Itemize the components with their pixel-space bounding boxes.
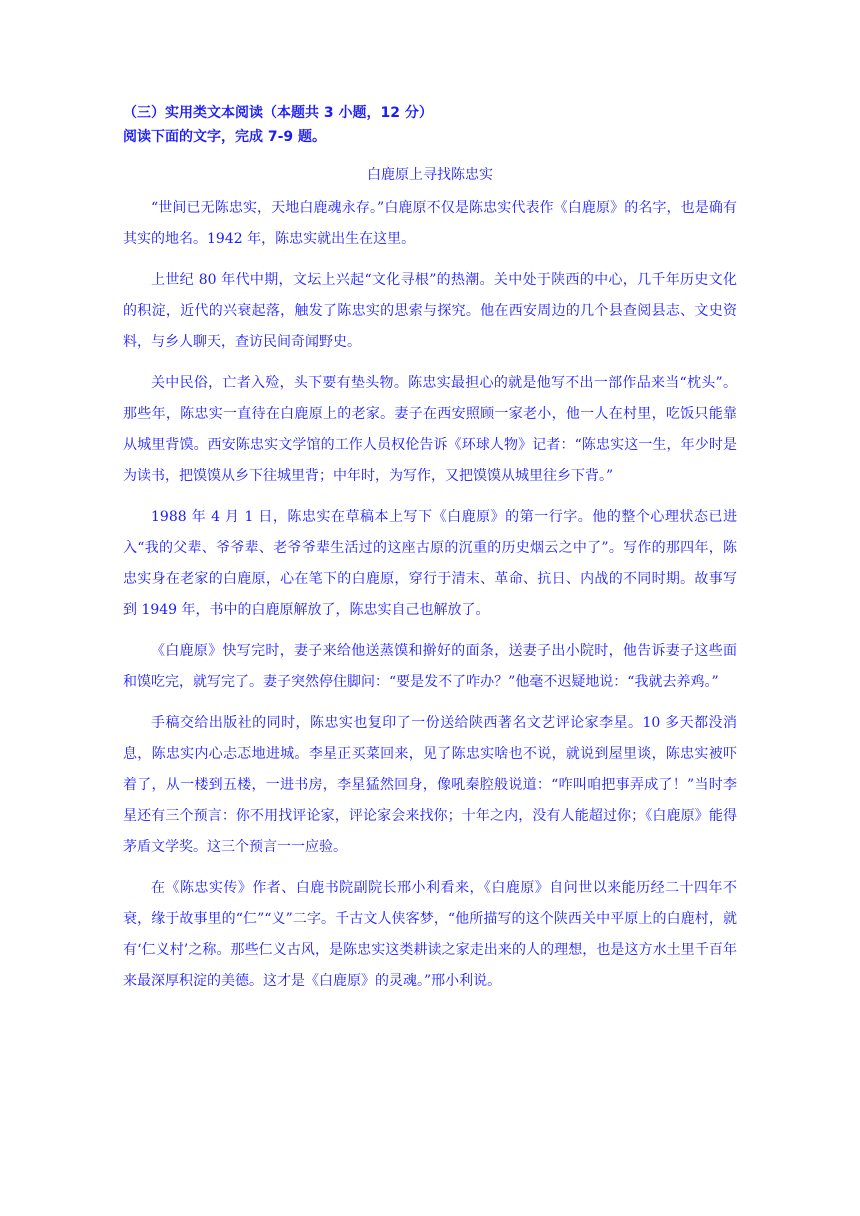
- paragraph: 《白鹿原》快写完时，妻子来给他送蒸馍和擀好的面条，送妻子出小院时，他告诉妻子这些面和馍吃完，就写完了。妻子突然停住脚问：“要是发不了咋办？”他毫不迟疑地说：“我就去养鸡。”: [123, 643, 737, 690]
- paragraph: 关中民俗，亡者入殓，头下要有垫头物。陈忠实最担心的就是他写不出一部作品来当“枕头”。那些年，陈忠实一直待在白鹿原上的老家。妻子在西安照顾一家老小，他一人在村里，吃饭只能靠从城里背馍。西安陈忠实文学馆的工作人员权伦告诉《环球人物》记者：“陈忠实这一生，年少时是为读书，把馍馍从乡下往城里背；中年时，为写作，又把馍馍从城里往乡下背。”: [123, 375, 737, 484]
- paragraph: 在《陈忠实传》作者、白鹿书院副院长邢小利看来，《白鹿原》自问世以来能历经二十四年不衰，缘于故事里的“仁”“义”二字。千古文人侠客梦，“他所描写的这个陕西关中平原上的白鹿村，就有‘仁义村’之称。那些仁义古风，是陈忠实这类耕读之家走出来的人的理想，也是这方水土里千百年来最深厚积淀的美德。这才是《白鹿原》的灵魂。”邢小利说。: [123, 880, 737, 989]
- paragraph: “世间已无陈忠实，天地白鹿魂永存。”白鹿原不仅是陈忠实代表作《白鹿原》的名字，也是确有其实的地名。1942 年，陈忠实就出生在这里。: [123, 200, 737, 247]
- paragraph: 上世纪 80 年代中期，文坛上兴起“文化寻根”的热潮。关中处于陕西的中心，几千年历史文化的积淀，近代的兴衰起落，触发了陈忠实的思索与探究。他在西安周边的几个县查阅县志、文史资料，与乡人聊天，查访民间奇闻野史。: [123, 272, 737, 350]
- document-page: [123, 101, 737, 1007]
- paragraph: 1988 年 4 月 1 日，陈忠实在草稿本上写下《白鹿原》的第一行字。他的整个心理状态已进入“我的父辈、爷爷辈、老爷爷辈生活过的这座古原的沉重的历史烟云之中了”。写作的那四年，陈忠实身在老家的白鹿原，心在笔下的白鹿原，穿行于清末、革命、抗日、内战的不同时期。故事写到 1949 年，书中的白鹿原解放了，陈忠实自己也解放了。: [123, 509, 737, 618]
- section-heading: （三）实用类文本阅读（本题共 3 小题，12 分）: [123, 105, 433, 121]
- article-title: 白鹿原上寻找陈忠实: [367, 167, 493, 183]
- instruction: 阅读下面的文字，完成 7-9 题。: [123, 129, 327, 145]
- paragraph: 手稿交给出版社的同时，陈忠实也复印了一份送给陕西著名文艺评论家李星。10 多天都没消息，陈忠实内心忐忑地进城。李星正买菜回来，见了陈忠实啥也不说，就说到屋里谈，陈忠实被吓着了，从一楼到五楼，一进书房，李星猛然回身，像吼秦腔般说道：“咋叫咱把事弄成了！”当时李星还有三个预言：你不用找评论家，评论家会来找你；十年之内，没有人能超过你；《白鹿原》能得茅盾文学奖。这三个预言一一应验。: [123, 715, 737, 855]
